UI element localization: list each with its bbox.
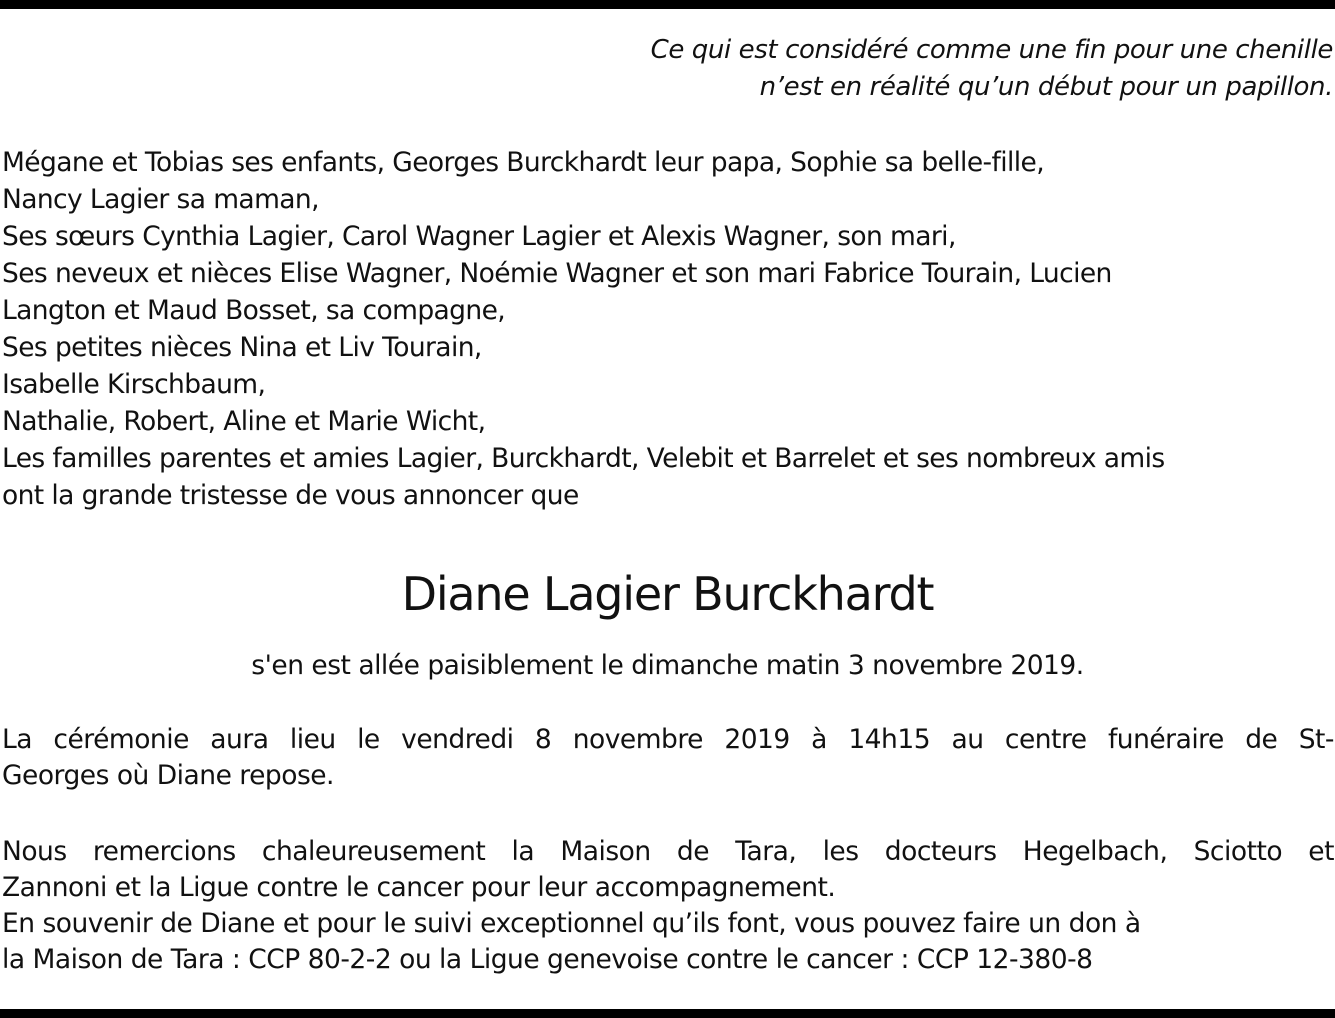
top-border-rule xyxy=(0,0,1335,9)
ceremony-line-2: Georges où Diane repose. xyxy=(2,760,334,791)
family-line: Ses petites nièces Nina et Liv Tourain, xyxy=(2,332,482,363)
quote-line-1: Ce qui est considéré comme une fin pour une chenille xyxy=(650,35,1333,65)
family-line: ont la grande tristesse de vous annoncer que xyxy=(2,480,579,511)
family-line: Nathalie, Robert, Aline et Marie Wicht, xyxy=(2,406,486,437)
epigraph-quote xyxy=(651,32,1333,106)
deceased-name: Diane Lagier Burckhardt xyxy=(401,567,934,621)
passing-statement: s'en est allée paisiblement le dimanche matin 3 novembre 2019. xyxy=(251,650,1084,681)
bottom-border-rule xyxy=(0,1009,1335,1018)
family-line: Les familles parentes et amies Lagier, Burckhardt, Velebit et Barrelet et ses nombreux amis xyxy=(2,443,1165,474)
family-line: Langton et Maud Bosset, sa compagne, xyxy=(2,295,506,326)
family-line: Isabelle Kirschbaum, xyxy=(2,369,266,400)
thanks-line-2: Zannoni et la Ligue contre le cancer pour leur accompagnement. xyxy=(2,872,836,903)
donation-line-2: la Maison de Tara : CCP 80-2-2 ou la Ligue genevoise contre le cancer : CCP 12-380-8 xyxy=(2,944,1093,975)
ceremony-paragraph xyxy=(2,722,1334,794)
ceremony-line-1: La cérémonie aura lieu le vendredi 8 novembre 2019 à 14h15 au centre funéraire de St- xyxy=(2,724,1334,755)
donation-line-1: En souvenir de Diane et pour le suivi exceptionnel qu’ils font, vous pouvez faire un don à xyxy=(2,908,1141,939)
family-line: Mégane et Tobias ses enfants, Georges Burckhardt leur papa, Sophie sa belle-fille, xyxy=(2,147,1045,178)
family-line: Ses sœurs Cynthia Lagier, Carol Wagner Lagier et Alexis Wagner, son mari, xyxy=(2,221,956,252)
quote-line-2: n’est en réalité qu’un début pour un papillon. xyxy=(759,72,1333,102)
family-line: Nancy Lagier sa maman, xyxy=(2,184,319,215)
family-line: Ses neveux et nièces Elise Wagner, Noémie Wagner et son mari Fabrice Tourain, Lucien xyxy=(2,258,1112,289)
thanks-line-1: Nous remercions chaleureusement la Maison de Tara, les docteurs Hegelbach, Sciotto et xyxy=(2,836,1334,867)
thanks-paragraph xyxy=(2,834,1334,978)
family-announcement xyxy=(2,144,1165,514)
